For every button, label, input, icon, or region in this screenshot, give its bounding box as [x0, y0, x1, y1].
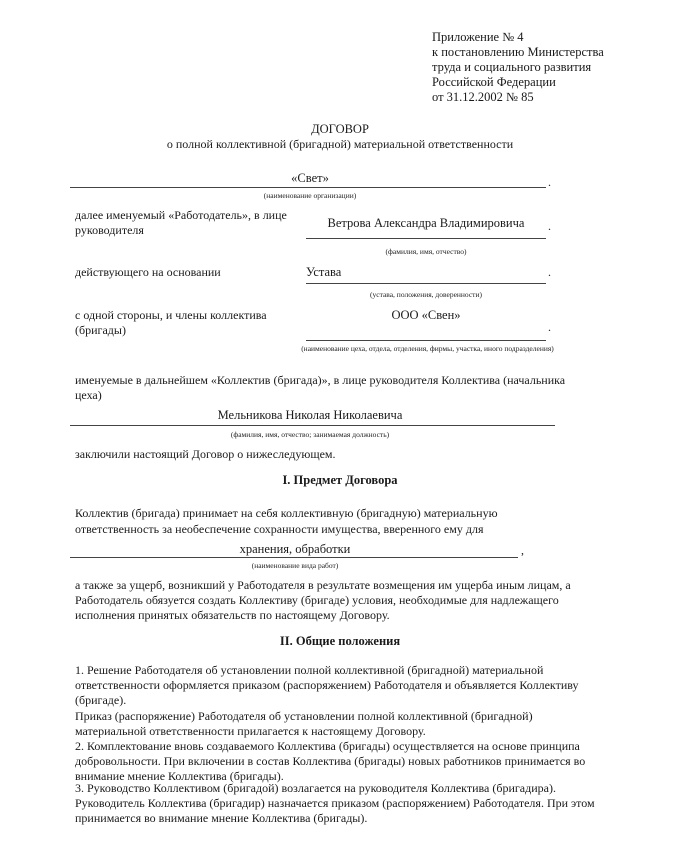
- org-hint: (наименование организации): [263, 191, 357, 200]
- appendix-line: Российской Федерации: [432, 75, 556, 89]
- leader-underline: [70, 425, 555, 426]
- collective-hint: (наименование цеха, отдела, отделения, фирмы, участка, иного подразделения): [301, 344, 554, 353]
- employer-underline: [306, 238, 546, 239]
- work-underline: [70, 557, 518, 558]
- section1-paragraph: Коллектив (бригада) принимает на себя коллективную (бригадную) материальную ответственность за необеспечение сохранности имущества, вверенного ему для: [75, 506, 498, 536]
- appendix-line: Приложение № 4: [432, 30, 524, 44]
- employer-hint: (фамилия, имя, отчество): [385, 247, 467, 256]
- document-subtitle: о полной коллективной (бригадной) материальной ответственности: [166, 137, 514, 151]
- section-heading: I. Предмет Договора: [282, 473, 398, 487]
- collective-value: ООО «Свен»: [391, 308, 461, 322]
- collective-underline: [306, 340, 546, 341]
- appendix-line: от 31.12.2002 № 85: [432, 90, 534, 104]
- section2-paragraph: 2. Комплектование вновь создаваемого Коллектива (бригады) осуществляется на основе принципа добровольности. При включении в состав Коллектива (бригады) новых работников принимается во внимание мнение Коллектива (бригады).: [75, 739, 586, 783]
- basis-label: действующего на основании: [75, 265, 221, 279]
- basis-hint: (устава, положения, доверенности): [370, 290, 482, 299]
- leader-hint: (фамилия, имя, отчество; занимаемая должность): [230, 430, 390, 439]
- section2-paragraph: 3. Руководство Коллективом (бригадой) возлагается на руководителя Коллектива (бригадира). Руководитель Коллектива (бригадир) назначается приказом (распоряжением) Работодателя. При этом принимается во внимание мнение Коллектива (бригады).: [75, 781, 595, 825]
- work-hint: (наименование вида работ): [251, 561, 339, 570]
- leader-label: именуемые в дальнейшем «Коллектив (бригада)», в лице руководителя Коллектива (начальника цеха): [75, 373, 566, 402]
- org-value: «Свет»: [291, 171, 329, 185]
- line-dot: .: [548, 320, 551, 334]
- line-dot: ,: [521, 543, 524, 557]
- employer-value: Ветрова Александра Владимировича: [327, 216, 525, 230]
- document-title: ДОГОВОР: [311, 122, 369, 136]
- org-underline: [70, 187, 546, 188]
- appendix-line: к постановлению Министерства: [432, 45, 604, 59]
- appendix-note: [432, 30, 672, 105]
- basis-underline: [306, 283, 546, 284]
- collective-label: с одной стороны, и члены коллектива (бригады): [75, 308, 267, 337]
- leader-value: Мельникова Николая Николаевича: [217, 408, 403, 422]
- appendix-line: труда и социального развития: [432, 60, 592, 74]
- line-dot: .: [548, 265, 551, 279]
- employer-label: далее именуемый «Работодатель», в лице руководителя: [75, 208, 287, 237]
- work-value: хранения, обработки: [239, 542, 351, 556]
- section-heading: II. Общие положения: [279, 634, 401, 648]
- section2-paragraph: Приказ (распоряжение) Работодателя об установлении полной коллективной (бригадной) материальной ответственности прилагается к настоящему Договору.: [75, 709, 533, 738]
- line-dot: .: [548, 219, 551, 233]
- section1-paragraph-2: а также за ущерб, возникший у Работодателя в результате возмещения им ущерба иным лицам, а Работодатель обязуется создать Коллективу (бригаде) условия, необходимые для надлежащего исполнения принятых обязательств по настоящему Договору.: [75, 578, 571, 622]
- concluded-text: заключили настоящий Договор о нижеследующем.: [75, 447, 336, 461]
- section2-paragraph: 1. Решение Работодателя об установлении полной коллективной (бригадной) материальной ответственности оформляется приказом (распоряжением) Работодателя и объявляется Коллективу (бригаде).: [75, 663, 579, 707]
- basis-value: Устава: [306, 265, 342, 279]
- line-dot: .: [548, 175, 551, 189]
